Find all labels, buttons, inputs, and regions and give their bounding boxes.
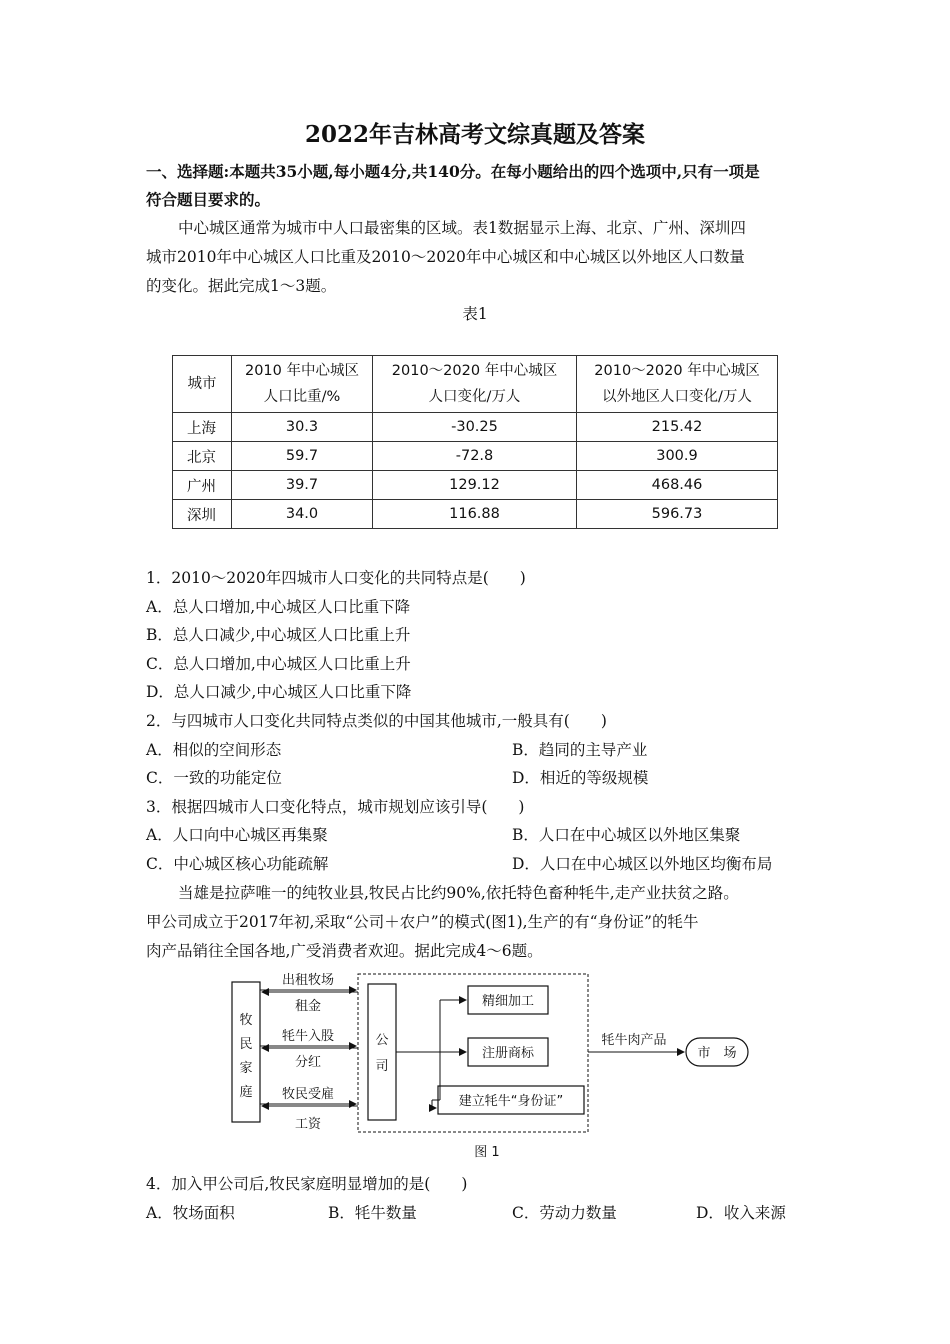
company-box [368,984,396,1120]
question-2-stem: 2．与四城市人口变化共同特点类似的中国其他城市,一般具有( ) [146,712,607,730]
question-1-option-d: D．总人口减少,中心城区人口比重下降 [146,683,412,701]
label-fine-processing: 精细加工 [481,994,535,1009]
label-dividends: 分红 [294,1055,322,1070]
question-2-option-c: C．一致的功能定位 [146,769,282,787]
question-1-option-b: B．总人口减少,中心城区人口比重上升 [146,626,411,644]
header-center-change: 2010～2020 年中心城区 人口变化/万人 [373,356,577,413]
table-row [173,471,778,500]
cell-city: 上海 [173,413,232,442]
cell-value: 129.12 [373,471,577,500]
figure-caption: 图 1 [474,1145,500,1160]
cell-value: 596.73 [577,500,778,529]
cell-value: 116.88 [373,500,577,529]
question-2-option-a: A．相似的空间形态 [146,741,282,759]
cell-value: 34.0 [232,500,373,529]
figure-1-diagram [200,970,760,1162]
question-4-option-c: C．劳动力数量 [512,1204,617,1222]
question-3-stem: 3．根据四城市人口变化特点，城市规划应该引导( ) [146,798,525,816]
label-yak-meat-products: 牦牛肉产品 [601,1033,667,1048]
header-outer-change: 2010～2020 年中心城区 以外地区人口变化/万人 [577,356,778,413]
question-1-option-a: A．总人口增加,中心城区人口比重下降 [146,598,411,616]
question-4-option-d: D．收入来源 [696,1204,786,1222]
cell-city: 深圳 [173,500,232,529]
cell-city: 北京 [173,442,232,471]
question-4-stem: 4．加入甲公司后,牧民家庭明显增加的是( ) [146,1175,468,1193]
label-market: 市 场 [697,1046,737,1061]
company-char: 司 [375,1059,389,1074]
question-4-option-a: A．牧场面积 [146,1204,235,1222]
intro2-line3: 肉产品销往全国各地,广受消费者欢迎。据此完成4～6题。 [146,942,543,960]
household-box [232,982,260,1122]
label-yak-id: 建立牦牛“身份证” [458,1094,564,1109]
question-1-option-c: C．总人口增加,中心城区人口比重上升 [146,655,411,673]
page-title: 2022年吉林高考文综真题及答案 [304,121,645,148]
label-wages: 工资 [294,1117,322,1132]
cell-value: 30.3 [232,413,373,442]
population-table [172,355,778,529]
intro1-line2: 城市2010年中心城区人口比重及2010～2020年中心城区和中心城区以外地区人口数量 [146,248,745,266]
label-rent-land: 出租牧场 [281,973,335,988]
company-char: 公 [375,1033,389,1048]
cell-value: 215.42 [577,413,778,442]
section-heading-line2: 符合题目要求的。 [146,190,271,209]
table-row [173,413,778,442]
question-3-option-c: C．中心城区核心功能疏解 [146,855,329,873]
label-trademark: 注册商标 [481,1046,535,1061]
household-char: 家 [239,1061,253,1076]
label-employment: 牧民受雇 [281,1087,335,1102]
table-row [173,500,778,529]
question-1-stem: 1．2010～2020年四城市人口变化的共同特点是( ) [146,569,526,587]
question-3-option-d: D．人口在中心城区以外地区均衡布局 [512,855,773,873]
question-2-option-b: B．趋同的主导产业 [512,741,648,759]
intro2-line1: 当雄是拉萨唯一的纯牧业县,牧民占比约90%,依托特色畜种牦牛,走产业扶贫之路。 [178,884,739,902]
header-city: 城市 [173,356,232,413]
cell-value: 300.9 [577,442,778,471]
household-char: 牧 [239,1013,253,1028]
cell-value: 39.7 [232,471,373,500]
question-4-option-b: B．牦牛数量 [328,1204,417,1222]
table-caption: 表1 [462,305,488,323]
section-heading-line1: 一、选择题:本题共35小题,每小题4分,共140分。在每小题给出的四个选项中,只有一项是 [146,162,760,181]
header-center-share: 2010 年中心城区 人口比重/% [232,356,373,413]
household-char: 庭 [239,1085,253,1100]
cell-value: -30.25 [373,413,577,442]
intro2-line2: 甲公司成立于2017年初,采取“公司＋农户”的模式(图1),生产的有“身份证”的牦牛 [146,913,699,931]
household-char: 民 [239,1037,253,1052]
table-header-row [173,356,778,413]
cell-value: 59.7 [232,442,373,471]
cell-value: 468.46 [577,471,778,500]
question-3-option-b: B．人口在中心城区以外地区集聚 [512,826,741,844]
intro1-line3: 的变化。据此完成1～3题。 [146,277,337,295]
question-2-option-d: D．相近的等级规模 [512,769,649,787]
label-rent-payment: 租金 [294,999,322,1014]
cell-value: -72.8 [373,442,577,471]
cell-city: 广州 [173,471,232,500]
question-3-option-a: A．人口向中心城区再集聚 [146,826,328,844]
table-row [173,442,778,471]
intro1-line1: 中心城区通常为城市中人口最密集的区域。表1数据显示上海、北京、广州、深圳四 [178,219,746,237]
label-yak-shares: 牦牛入股 [281,1029,335,1044]
